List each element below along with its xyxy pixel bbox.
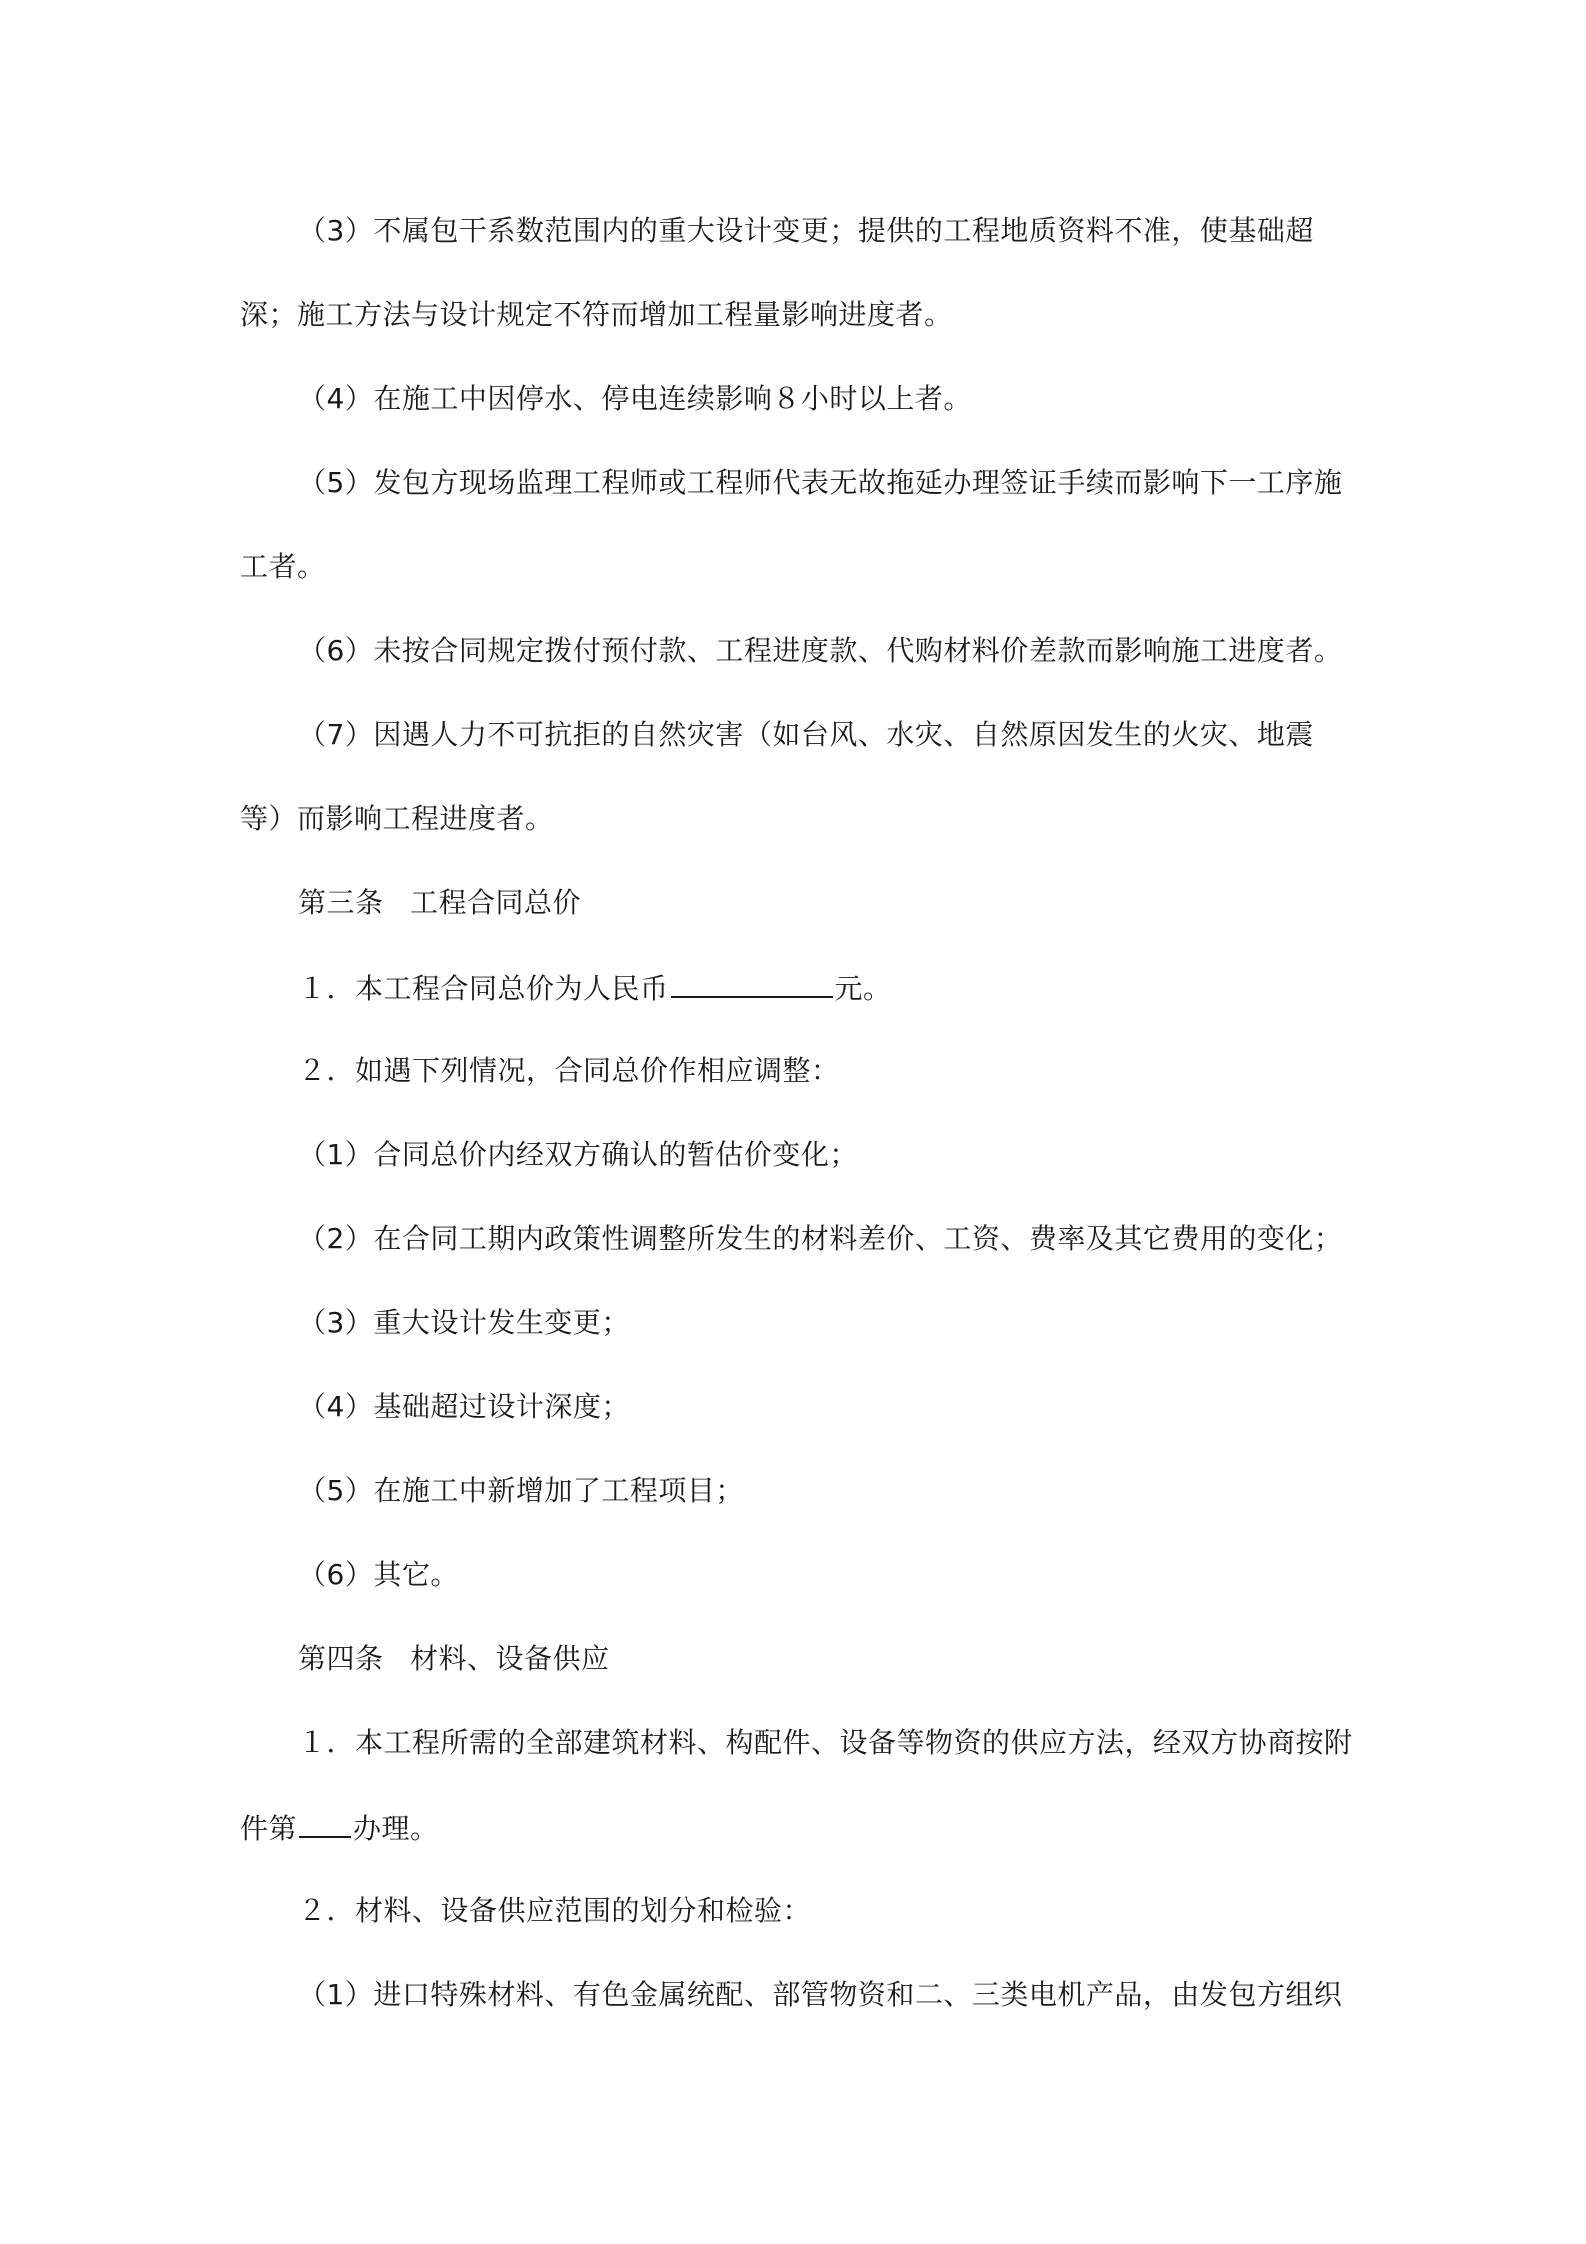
article-4-item-1-line-2 [240,1802,1350,1852]
paragraph-7-line-2: 等）而影响工程进度者。 [240,802,554,835]
article-3-item-2-4: （4）基础超过设计深度； [298,1390,630,1423]
appendix-number-blank [299,1802,351,1838]
paragraph-3-line-1: （3）不属包干系数范围内的重大设计变更；提供的工程地质资料不准，使基础超 [298,214,1314,247]
article-4-heading [298,1634,1408,1684]
article-3-number: 第三条 [298,886,384,919]
contract-price-label: １．本工程合同总价为人民币 [298,972,669,1005]
article-3-item-1 [298,962,1350,1012]
article-3-item-2-1: （1）合同总价内经双方确认的暂估价变化； [298,1138,858,1171]
article-3-title: 工程合同总价 [410,886,582,919]
appendix-label: 件第 [240,1812,298,1845]
article-3-item-2-2: （2）在合同工期内政策性调整所发生的材料差价、工资、费率及其它费用的变化； [298,1222,1343,1255]
paragraph-7-line-1: （7）因遇人力不可抗拒的自然灾害（如台风、水灾、自然原因发生的火灾、地震 [298,718,1314,751]
article-4-title: 材料、设备供应 [410,1642,610,1675]
paragraph-6: （6）未按合同规定拨付预付款、工程进度款、代购材料价差款而影响施工进度者。 [298,634,1343,667]
article-4-item-1-line-1: １．本工程所需的全部建筑材料、构配件、设备等物资的供应方法，经双方协商按附 [298,1726,1353,1759]
article-4-item-2: ２．材料、设备供应范围的划分和检验： [298,1894,812,1927]
article-4-item-2-1: （1）进口特殊材料、有色金属统配、部管物资和二、三类电机产品，由发包方组织 [298,1978,1343,2011]
paragraph-3-line-2: 深；施工方法与设计规定不符而增加工程量影响进度者。 [240,298,953,331]
paragraph-5-line-1: （5）发包方现场监理工程师或工程师代表无故拖延办理签证手续而影响下一工序施 [298,466,1343,499]
contract-price-blank [671,962,833,998]
article-3-item-2-3: （3）重大设计发生变更； [298,1306,630,1339]
paragraph-4: （4）在施工中因停水、停电连续影响８小时以上者。 [298,382,972,415]
contract-price-unit: 元。 [834,972,892,1005]
paragraph-5-line-2: 工者。 [240,550,326,583]
article-3-item-2-5: （5）在施工中新增加了工程项目； [298,1474,744,1507]
appendix-suffix: 办理。 [353,1812,439,1845]
article-3-heading [298,878,1408,928]
article-3-item-2-6: （6）其它。 [298,1558,459,1591]
article-3-item-2: ２．如遇下列情况，合同总价作相应调整： [298,1054,840,1087]
article-4-number: 第四条 [298,1642,384,1675]
